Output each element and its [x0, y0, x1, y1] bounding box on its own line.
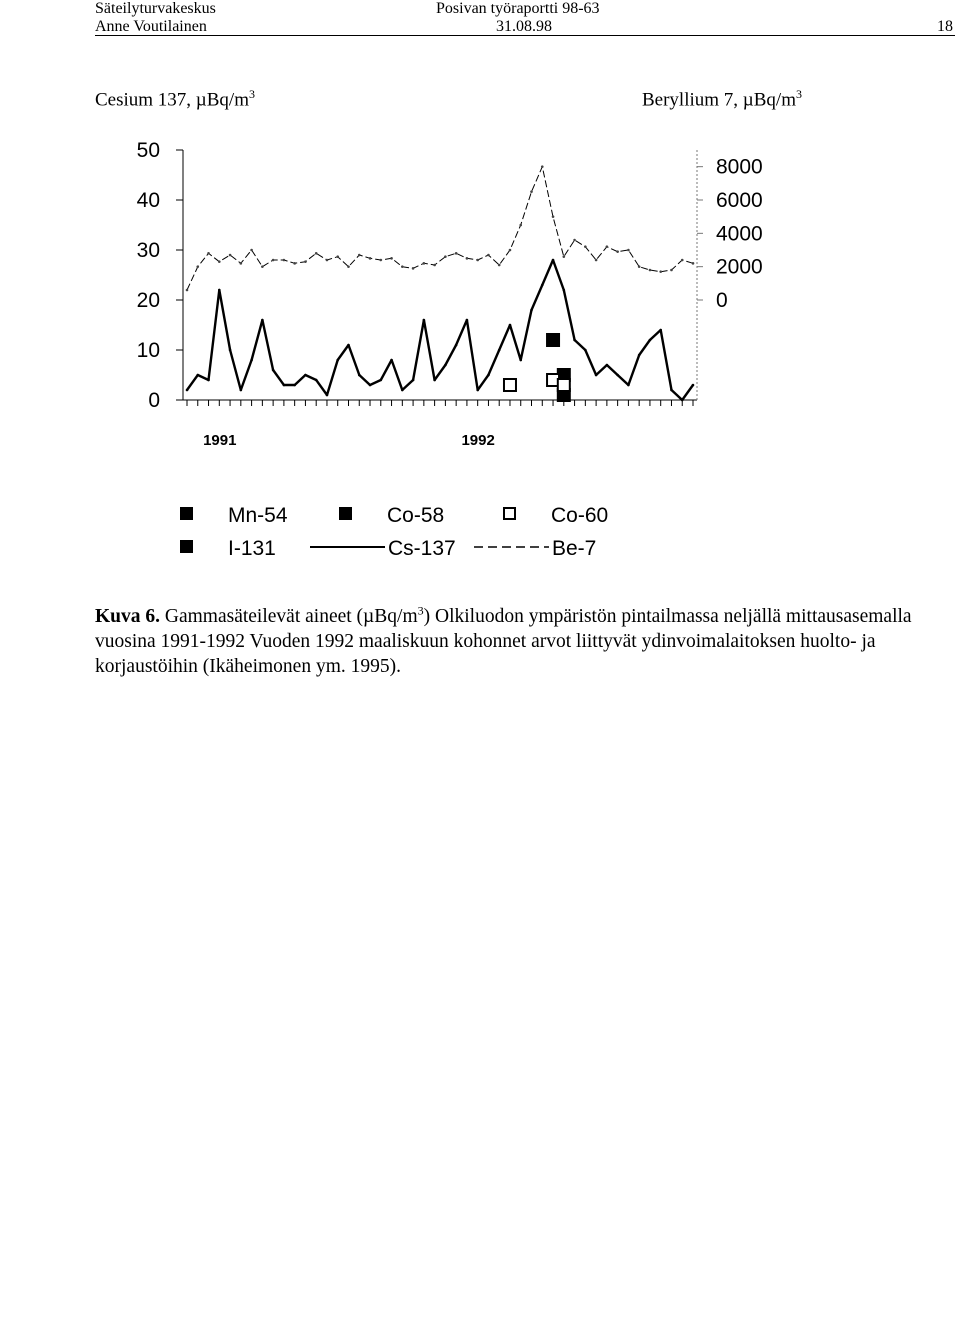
data-point-be-7: [444, 255, 447, 258]
left-axis-title-sup: 3: [249, 87, 255, 101]
legend-label-cs-137: Cs-137: [388, 537, 456, 560]
legend-label-co-60: Co-60: [551, 504, 609, 527]
data-point-be-7: [476, 259, 479, 262]
data-point-cs-137: [293, 384, 296, 387]
data-point-cs-137: [401, 389, 404, 392]
caption-text-a: Gammasäteilevät aineet (µBq/m: [160, 606, 418, 627]
data-point-be-7: [509, 249, 512, 252]
data-point-be-7: [595, 259, 598, 262]
chart-legend: [181, 504, 608, 560]
legend-label-i-131: I-131: [228, 537, 276, 560]
data-point-be-7: [563, 255, 566, 258]
data-point-be-7: [423, 262, 426, 265]
data-point-be-7: [347, 265, 350, 268]
data-point-cs-137: [218, 289, 221, 292]
header-date: 31.08.98: [496, 18, 552, 35]
data-point-be-7: [336, 255, 339, 258]
data-point-be-7: [390, 257, 393, 260]
data-point-cs-137: [552, 259, 555, 262]
data-point-be-7: [487, 254, 490, 257]
data-point-cs-137: [455, 344, 458, 347]
data-point-cs-137: [358, 374, 361, 377]
legend-label-be-7: Be-7: [552, 537, 597, 560]
data-point-be-7: [659, 270, 662, 273]
y-left-tick-label: 40: [136, 189, 160, 212]
data-point-cs-137: [638, 354, 641, 357]
data-point-cs-137: [186, 389, 189, 392]
chart-series: [186, 165, 695, 401]
data-point-be-7: [681, 259, 684, 262]
data-point-be-7: [627, 249, 630, 252]
y-left-tick-label: 50: [136, 139, 160, 162]
header-report: Posivan työraportti 98-63: [436, 0, 600, 17]
chart-axes: [137, 139, 763, 449]
data-point-cs-137: [379, 379, 382, 382]
caption-label: Kuva 6.: [95, 606, 161, 627]
data-point-be-7: [466, 257, 469, 260]
right-axis-title-text: Beryllium 7, µBq/m: [642, 89, 796, 111]
y-right-tick-label: 8000: [716, 155, 763, 179]
data-point-cs-137: [390, 359, 393, 362]
data-point-be-7: [283, 259, 286, 262]
data-point-cs-137: [326, 394, 329, 397]
legend-label-mn-54: Mn-54: [228, 504, 288, 527]
y-left-tick-label: 10: [136, 339, 160, 362]
left-axis-title-text: Cesium 137, µBq/m: [95, 89, 249, 111]
data-point-cs-137: [466, 319, 469, 322]
data-point-be-7: [401, 265, 404, 268]
data-point-be-7: [670, 269, 673, 272]
data-point-cs-137: [283, 384, 286, 387]
data-point-cs-137: [530, 309, 533, 312]
data-point-be-7: [196, 265, 199, 268]
figure-caption: [95, 604, 955, 679]
data-point-be-7: [240, 262, 243, 265]
data-point-cs-137: [487, 374, 490, 377]
y-right-tick-label: 6000: [716, 189, 763, 212]
data-point-be-7: [573, 239, 576, 242]
data-point-cs-137: [563, 289, 566, 292]
data-point-be-7: [498, 264, 501, 267]
data-point-cs-137: [584, 349, 587, 352]
data-marker-co-60: [504, 379, 516, 391]
data-point-cs-137: [444, 364, 447, 367]
header-page-number: 18: [937, 18, 953, 35]
header-author: Anne Voutilainen: [95, 18, 207, 35]
data-point-be-7: [293, 262, 296, 265]
data-point-be-7: [616, 250, 619, 253]
caption-sup: 3: [417, 603, 424, 618]
y-left-tick-label: 30: [136, 239, 160, 262]
data-point-cs-137: [423, 319, 426, 322]
data-point-cs-137: [207, 379, 210, 382]
legend-swatch-co-60: [504, 508, 515, 519]
data-point-cs-137: [250, 359, 253, 362]
y-right-tick-label: 2000: [716, 255, 763, 279]
caption-text-b: ) Olkiluodon ympäristön pintailmassa neljällä mittausasemalla vuosina 1991-1992 Vuoden 1992 maaliskuun kohonnet arvot liittyvät ydinvoimalaitoksen huolto- ja korjaustöihin (Ikäheimonen ym. 1995).: [95, 606, 912, 677]
data-point-cs-137: [196, 374, 199, 377]
data-point-be-7: [379, 259, 382, 262]
data-point-cs-137: [541, 284, 544, 287]
data-point-be-7: [250, 249, 253, 252]
data-point-be-7: [207, 252, 210, 255]
data-marker-co-60: [558, 379, 570, 391]
data-point-be-7: [229, 254, 232, 257]
data-point-cs-137: [347, 344, 350, 347]
data-marker-mn-54: [547, 334, 559, 346]
data-point-cs-137: [670, 389, 673, 392]
data-point-cs-137: [498, 349, 501, 352]
data-point-be-7: [606, 245, 609, 248]
data-point-be-7: [326, 259, 329, 262]
data-point-be-7: [369, 257, 372, 260]
right-axis-title-sup: 3: [795, 87, 802, 101]
data-point-be-7: [692, 262, 695, 265]
data-point-cs-137: [627, 384, 630, 387]
data-point-cs-137: [649, 339, 652, 342]
data-point-cs-137: [606, 364, 609, 367]
data-point-be-7: [304, 260, 307, 263]
data-point-cs-137: [573, 339, 576, 342]
data-point-cs-137: [692, 384, 695, 387]
data-point-be-7: [433, 264, 436, 267]
series-line-cs-137: [187, 260, 693, 400]
data-point-be-7: [315, 252, 318, 255]
series-line-be-7: [187, 167, 693, 290]
data-point-cs-137: [519, 359, 522, 362]
legend-label-co-58: Co-58: [387, 504, 445, 527]
data-point-cs-137: [369, 384, 372, 387]
legend-swatch-i-131: [181, 541, 192, 552]
data-point-be-7: [455, 252, 458, 255]
data-point-cs-137: [412, 379, 415, 382]
data-point-be-7: [358, 254, 361, 257]
data-point-cs-137: [595, 374, 598, 377]
x-year-label: 1992: [461, 432, 495, 449]
header-org: Säteilyturvakeskus: [95, 0, 216, 17]
legend-swatch-mn-54: [181, 508, 192, 519]
data-point-cs-137: [261, 319, 264, 322]
y-right-tick-label: 4000: [716, 222, 763, 246]
data-point-cs-137: [476, 389, 479, 392]
data-point-be-7: [530, 190, 533, 193]
data-point-cs-137: [272, 369, 275, 372]
data-point-cs-137: [229, 349, 232, 352]
data-point-be-7: [541, 165, 544, 168]
data-point-be-7: [584, 245, 587, 248]
data-point-cs-137: [336, 359, 339, 362]
x-year-label: 1991: [203, 432, 237, 449]
data-point-cs-137: [433, 379, 436, 382]
data-point-be-7: [218, 260, 221, 263]
data-point-be-7: [552, 215, 555, 218]
data-point-cs-137: [616, 374, 619, 377]
data-point-cs-137: [240, 389, 243, 392]
data-point-be-7: [649, 269, 652, 272]
nuclide-chart: [0, 0, 960, 600]
legend-swatch-co-58: [340, 508, 351, 519]
data-point-be-7: [272, 259, 275, 262]
data-point-cs-137: [304, 374, 307, 377]
data-point-cs-137: [659, 329, 662, 332]
y-left-tick-label: 0: [148, 389, 160, 412]
data-point-cs-137: [315, 379, 318, 382]
data-point-be-7: [186, 289, 189, 292]
data-point-cs-137: [509, 324, 512, 327]
data-point-be-7: [261, 265, 264, 268]
y-left-tick-label: 20: [136, 289, 160, 312]
data-point-be-7: [638, 265, 641, 268]
data-point-be-7: [412, 267, 415, 270]
data-point-cs-137: [681, 399, 684, 402]
data-point-be-7: [519, 224, 522, 227]
y-right-tick-label: 0: [716, 289, 728, 312]
